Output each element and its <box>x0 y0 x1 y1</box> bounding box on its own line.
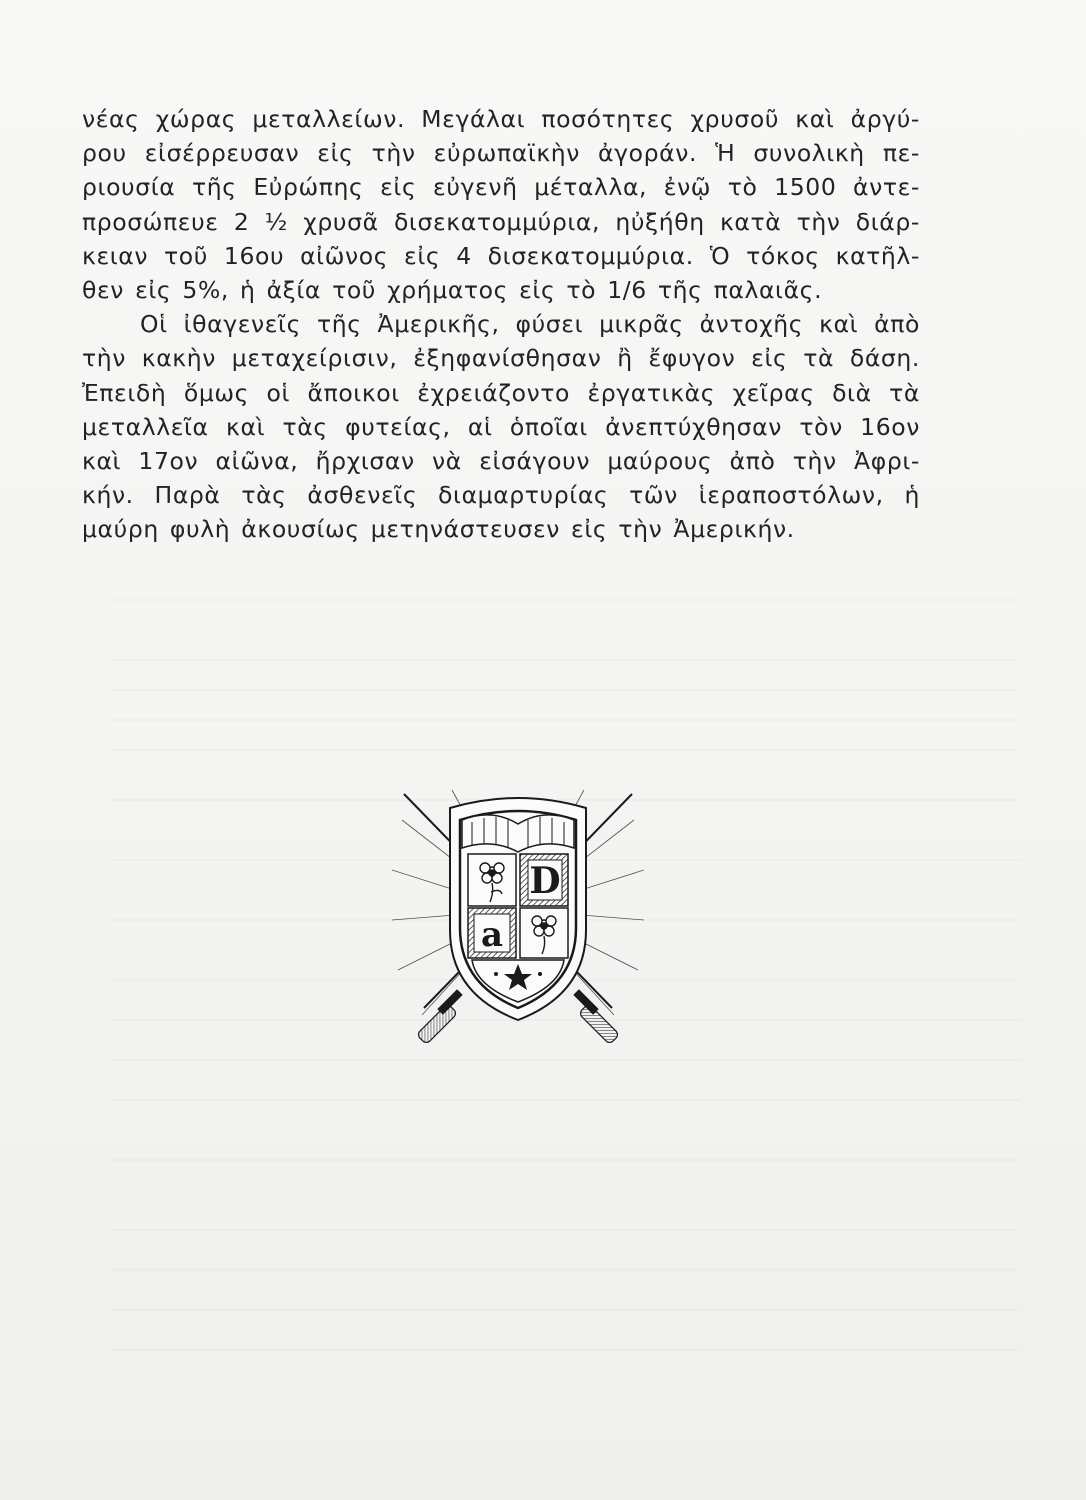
body-text <box>82 102 920 547</box>
text-line: Ἐπειδὴ ὅμως οἱ ἄποικοι ἐχρειάζοντο ἐργατικὰς χεῖρας διὰ τὰ <box>82 378 920 407</box>
heraldic-shield-icon <box>392 780 644 1052</box>
text-line: μαύρη φυλὴ ἀκουσίως μετηνάστευσεν εἰς τὴν Ἀμερικήν. <box>82 515 795 544</box>
text-line: καὶ 17ον αἰῶνα, ἤρχισαν νὰ εἰσάγουν μαύρους ἀπὸ τὴν Ἀφρι- <box>82 447 920 476</box>
text-line: κήν. Παρὰ τὰς ἀσθενεῖς διαμαρτυρίας τῶν ἱεραποστόλων, ἡ <box>82 481 920 510</box>
text-line: νέας χώρας μεταλλείων. Μεγάλαι ποσότητες χρυσοῦ καὶ ἀργύ- <box>82 105 920 133</box>
text-line: τὴν κακὴν μεταχείρισιν, ἐξηφανίσθησαν ἢ ἔφυγον εἰς τὰ δάση. <box>82 344 920 373</box>
text-line: προσώπευε 2 ½ χρυσᾶ δισεκατομμύρια, ηὐξήθη κατὰ τὴν διάρ- <box>82 207 920 236</box>
text-line: Οἱ ἰθαγενεῖς τῆς Ἀμερικῆς, φύσει μικρᾶς ἀντοχῆς καὶ ἀπὸ <box>140 310 920 339</box>
text-line: θεν εἰς 5%, ἡ ἀξία τοῦ χρήματος εἰς τὸ 1/6 τῆς παλαιᾶς. <box>82 276 823 305</box>
text-line: μεταλλεῖα καὶ τὰς φυτείας, αἱ ὁποῖαι ἀνεπτύχθησαν τὸν 16ον <box>82 412 920 441</box>
svg-text:D: D <box>529 860 561 902</box>
text-line: ρου εἰσέρρευσαν εἰς τὴν εὐρωπαϊκὴν ἀγοράν. Ἡ συνολικὴ πε- <box>82 139 920 168</box>
emblem-drawing <box>392 780 644 1052</box>
text-line: ριουσία τῆς Εὐρώπης εἰς εὐγενῆ μέταλλα, ἐνῷ τὸ 1500 ἀντε- <box>82 173 920 202</box>
text-line: κειαν τοῦ 16ου αἰῶνος εἰς 4 δισεκατομμύρια. Ὁ τόκος κατῆλ- <box>82 241 920 270</box>
svg-text:a: a <box>480 915 504 955</box>
